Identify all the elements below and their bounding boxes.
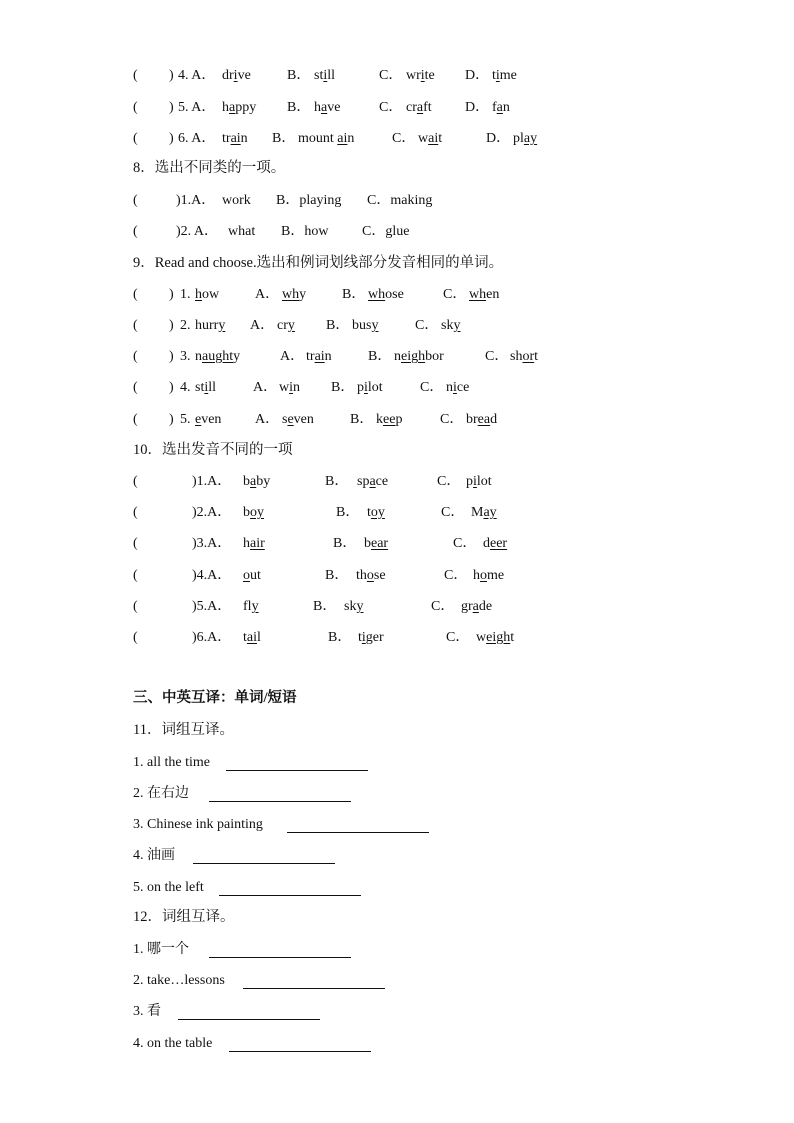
option-a: out <box>243 568 261 583</box>
option-b-letter: B． <box>313 599 337 614</box>
question-number: 6. A． <box>178 131 216 146</box>
example-word: still <box>195 380 217 395</box>
option-b-letter: B． <box>331 380 355 395</box>
answer-paren: ( <box>133 568 138 583</box>
underlined-letters: y <box>356 599 364 614</box>
answer-paren: ( <box>133 630 138 645</box>
option-c-letter: C． <box>415 318 439 333</box>
option-c-letter: C． <box>446 630 470 645</box>
underlined-letters: ai <box>314 349 325 364</box>
answer-paren-close: ) <box>169 318 174 333</box>
answer-paren-close: ) <box>169 100 174 115</box>
option-b-letter: B． <box>333 536 357 551</box>
option-a: boy <box>243 505 264 520</box>
question-number: 5. A． <box>178 100 216 115</box>
example-word: how <box>195 287 220 302</box>
underlined-letters: ay <box>523 131 538 146</box>
option-b-letter: B． <box>336 505 360 520</box>
option-c: pilot <box>466 474 492 489</box>
option-c-letter: C． <box>420 380 444 395</box>
option-d: time <box>492 68 517 83</box>
item-text: 5. on the left <box>133 880 204 895</box>
option-a: train <box>222 131 248 146</box>
answer-paren: ( <box>133 412 138 427</box>
answer-blank[interactable] <box>226 756 368 771</box>
option-b-letter: B． <box>326 318 350 333</box>
answer-paren: ( <box>133 131 138 146</box>
option-c-letter: C． <box>444 568 468 583</box>
underlined-letters: i <box>453 380 457 395</box>
option-a: fly <box>243 599 259 614</box>
underlined-letters: a <box>496 100 503 115</box>
question-number: )1.A． <box>176 193 216 208</box>
underlined-letters: eigh <box>401 349 426 364</box>
option-a-letter: A． <box>253 380 278 395</box>
question-number: )6.A． <box>192 630 232 645</box>
option-b: toy <box>367 505 385 520</box>
item-text: 2. 在右边 <box>133 786 189 801</box>
underlined-letters: y <box>453 318 461 333</box>
option-c-letter: C． <box>453 536 477 551</box>
underlined-letters: e <box>195 412 202 427</box>
question-number: 4. A． <box>178 68 216 83</box>
option-b: mount ain <box>298 131 355 146</box>
option-b: whose <box>368 287 404 302</box>
underlined-letters: wh <box>368 287 386 302</box>
option-c: short <box>510 349 539 364</box>
item-text: 4. on the table <box>133 1036 213 1051</box>
option-c-letter: C． <box>441 505 465 520</box>
answer-blank[interactable] <box>193 849 335 864</box>
underlined-letters: wh <box>282 287 300 302</box>
option-c: C．making <box>367 193 433 208</box>
option-c: deer <box>483 536 508 551</box>
underlined-letters: ee <box>383 412 396 427</box>
option-c-letter: C． <box>443 287 467 302</box>
example-word: even <box>195 412 222 427</box>
option-c-letter: C． <box>379 100 403 115</box>
option-a: seven <box>282 412 314 427</box>
answer-blank[interactable] <box>243 974 385 989</box>
question-number: )1.A． <box>192 474 232 489</box>
option-b: space <box>357 474 389 489</box>
option-a: tail <box>243 630 261 645</box>
answer-paren: ( <box>133 68 138 83</box>
question-number: )2. A． <box>176 224 218 239</box>
answer-paren: ( <box>133 318 138 333</box>
option-a: cry <box>277 318 295 333</box>
question-number: )3.A． <box>192 536 232 551</box>
option-d: play <box>513 131 538 146</box>
answer-blank[interactable] <box>287 818 429 833</box>
underlined-letters: a <box>250 474 257 489</box>
option-c: sky <box>441 318 461 333</box>
answer-paren-close: ) <box>169 287 174 302</box>
underlined-letters: a <box>321 100 328 115</box>
option-a: drive <box>222 68 251 83</box>
item-text: 3. Chinese ink painting <box>133 817 263 832</box>
option-a-letter: A． <box>255 412 280 427</box>
underlined-letters: i <box>361 630 366 645</box>
item-text: 4. 油画 <box>133 848 175 863</box>
option-c: weight <box>476 630 515 645</box>
option-a: win <box>279 380 301 395</box>
answer-paren-close: ) <box>169 68 174 83</box>
question-number: )4.A． <box>192 568 232 583</box>
answer-paren: ( <box>133 100 138 115</box>
answer-paren: ( <box>133 474 138 489</box>
underlined-letters: o <box>366 568 374 583</box>
answer-paren: ( <box>133 536 138 551</box>
option-c: May <box>471 505 497 520</box>
option-d-letter: D． <box>465 68 490 83</box>
option-b: B．how <box>281 224 329 239</box>
item-text: 3. 看 <box>133 1004 161 1019</box>
example-word: naughty <box>195 349 241 364</box>
option-b: sky <box>344 599 364 614</box>
option-c-letter: C． <box>379 68 403 83</box>
underlined-letters: y <box>371 318 379 333</box>
option-b-letter: B． <box>368 349 392 364</box>
option-a: train <box>306 349 332 364</box>
underlined-letters: eer <box>490 536 508 551</box>
answer-blank[interactable] <box>178 1005 320 1020</box>
underlined-letters: h <box>195 287 202 302</box>
option-c-letter: C． <box>392 131 416 146</box>
answer-paren: ( <box>133 599 138 614</box>
option-b-letter: B． <box>287 68 311 83</box>
option-a-letter: A． <box>250 318 275 333</box>
option-a: why <box>282 287 307 302</box>
underlined-letters: ai <box>230 131 241 146</box>
item-text: 1. all the time <box>133 755 210 770</box>
question-number: 3. <box>180 349 191 364</box>
option-b-letter: B． <box>328 630 352 645</box>
question-number: )5.A． <box>192 599 232 614</box>
underlined-letters: i <box>204 380 209 395</box>
underlined-letters: a <box>472 599 479 614</box>
underlined-letters: wh <box>469 287 487 302</box>
answer-blank[interactable] <box>219 881 361 896</box>
underlined-letters: ea <box>477 412 491 427</box>
item-text: 2. take…lessons <box>133 973 225 988</box>
option-c: write <box>406 68 435 83</box>
answer-paren: ( <box>133 193 138 208</box>
answer-paren: ( <box>133 505 138 520</box>
question-number: 2. <box>180 318 191 333</box>
underlined-letters: or <box>522 349 535 364</box>
question-number: 4. <box>180 380 191 395</box>
option-b: pilot <box>357 380 383 395</box>
underlined-letters: a <box>416 100 424 115</box>
underlined-letters: y <box>218 318 226 333</box>
underlined-letters: i <box>289 380 294 395</box>
option-c-letter: C． <box>437 474 461 489</box>
item-text: 1. 哪一个 <box>133 942 189 957</box>
answer-paren-close: ) <box>169 349 174 364</box>
answer-paren: ( <box>133 287 138 302</box>
answer-blank[interactable] <box>209 943 351 958</box>
option-b: those <box>356 568 386 583</box>
answer-paren-close: ) <box>169 380 174 395</box>
underlined-letters: air <box>250 536 265 551</box>
answer-paren: ( <box>133 224 138 239</box>
option-b: bear <box>364 536 389 551</box>
example-word: hurry <box>195 318 226 333</box>
answer-blank[interactable] <box>229 1037 371 1052</box>
option-c: C．glue <box>362 224 410 239</box>
option-b: still <box>314 68 336 83</box>
answer-paren: ( <box>133 380 138 395</box>
answer-paren-close: ) <box>169 131 174 146</box>
underlined-letters: aught <box>202 349 234 364</box>
option-b-letter: B． <box>287 100 311 115</box>
underlined-letters: i <box>473 474 477 489</box>
worksheet-page: ( ) 4. A． drive B． still C． write D． time ( ) 5. A． happy B． have C． craft D． fan ( ) 6. A． train B． mount ain C． wait D． play 8．选出不同类的一项。 ( )1.A． work B．playing C．making ( )2. A． what B．how C．glue 9．Read and choose.选出和例词划线部分发音相同的单词。 ( ) 1. how A． why B． whose C． when ( ) 2. hurry A． cry B． busy C． sky ( ) 3. naughty A． train B． neighbor C． short ( ) 4. still A． win B． pilot C． nice ( ) 5. even A． seven B． keep C． bread 10．选出发音不同的一项 ( )1.A． baby B． space C． pilot ( )2.A． boy B． toy C． May ( )3.A． hair B． bear C． deer ( )4.A． out B． those C． home ( )5.A． fly B． sky C． grade ( )6.A． tail B． tiger C． weight 三、中英互译：单词/短语 11．词组互译。 1. all the time 2. 在右边 3. Chinese ink painting 4. 油画 5. on the left 12．词组互译。 1. 哪一个 2. take…lessons 3. 看 4. on the table <box>0 0 794 1123</box>
option-b: keep <box>376 412 403 427</box>
option-a-letter: A． <box>280 349 305 364</box>
option-a: happy <box>222 100 257 115</box>
question-number: 5. <box>180 412 191 427</box>
option-a: what <box>228 224 256 239</box>
underlined-letters: i <box>420 68 425 83</box>
underlined-letters: ai <box>246 630 257 645</box>
underlined-letters: ear <box>371 536 389 551</box>
option-c: nice <box>446 380 470 395</box>
underlined-letters: o <box>480 568 487 583</box>
underlined-letters: a <box>229 100 236 115</box>
option-d: fan <box>492 100 510 115</box>
option-b: have <box>314 100 341 115</box>
option-c: craft <box>406 100 432 115</box>
answer-blank[interactable] <box>209 787 351 802</box>
underlined-letters: y <box>251 599 259 614</box>
option-a: work <box>222 193 251 208</box>
option-c-letter: C． <box>485 349 509 364</box>
option-b: busy <box>352 318 379 333</box>
option-b-letter: B． <box>272 131 296 146</box>
underlined-letters: ai <box>337 131 348 146</box>
answer-paren-close: ) <box>169 412 174 427</box>
option-d-letter: D． <box>486 131 511 146</box>
option-c: bread <box>466 412 498 427</box>
answer-paren: ( <box>133 349 138 364</box>
option-c-letter: C． <box>440 412 464 427</box>
option-c: wait <box>418 131 443 146</box>
underlined-letters: ai <box>428 131 439 146</box>
underlined-letters: i <box>233 68 238 83</box>
option-a-letter: A． <box>255 287 280 302</box>
option-b-letter: B． <box>350 412 374 427</box>
underlined-letters: y <box>287 318 295 333</box>
option-c: grade <box>461 599 493 614</box>
option-a: baby <box>243 474 271 489</box>
underlined-letters: i <box>495 68 500 83</box>
option-c: when <box>469 287 500 302</box>
option-b: B．playing <box>276 193 342 208</box>
underlined-letters: oy <box>370 505 385 520</box>
option-b: tiger <box>358 630 384 645</box>
question-number: )2.A． <box>192 505 232 520</box>
underlined-letters: i <box>364 380 368 395</box>
option-c: home <box>473 568 505 583</box>
question-number: 1. <box>180 287 191 302</box>
option-b-letter: B． <box>342 287 366 302</box>
underlined-letters: o <box>243 568 250 583</box>
underlined-letters: e <box>287 412 294 427</box>
underlined-letters: oy <box>250 505 264 520</box>
option-d-letter: D． <box>465 100 490 115</box>
option-c-letter: C． <box>431 599 455 614</box>
option-a: hair <box>243 536 265 551</box>
option-b-letter: B． <box>325 568 349 583</box>
option-b: neighbor <box>394 349 444 364</box>
underlined-letters: eigh <box>486 630 511 645</box>
option-b-letter: B． <box>325 474 349 489</box>
underlined-letters: ay <box>483 505 497 520</box>
underlined-letters: a <box>369 474 376 489</box>
underlined-letters: i <box>323 68 328 83</box>
